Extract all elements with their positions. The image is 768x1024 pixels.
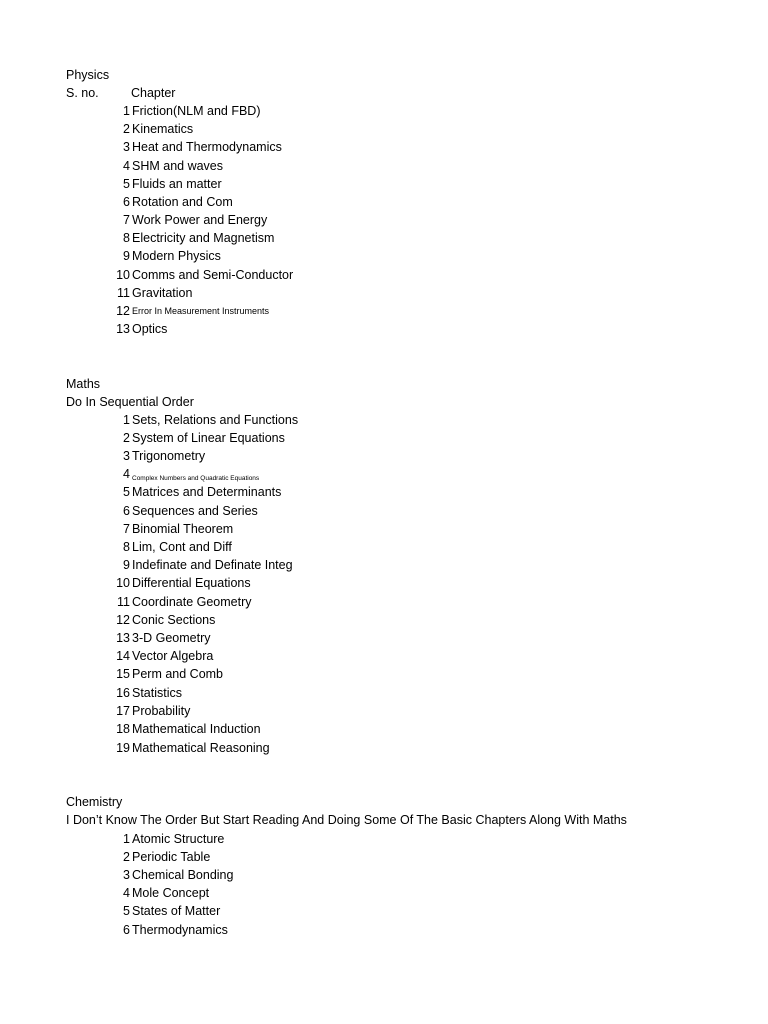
item-number: 13 bbox=[116, 631, 130, 645]
item-number: 18 bbox=[116, 722, 130, 736]
item-name: Friction(NLM and FBD) bbox=[132, 104, 261, 118]
item-number: 11 bbox=[117, 595, 130, 609]
item-name: Differential Equations bbox=[132, 576, 251, 590]
item-name: Conic Sections bbox=[132, 613, 216, 627]
item-number: 3 bbox=[123, 140, 130, 154]
item-name: SHM and waves bbox=[132, 159, 224, 173]
item-number: 2 bbox=[123, 850, 130, 864]
item-name: Statistics bbox=[132, 686, 183, 700]
item-number: 19 bbox=[116, 741, 130, 755]
item-number: 1 bbox=[123, 832, 130, 846]
item-name: Rotation and Com bbox=[132, 195, 233, 209]
item-number: 8 bbox=[123, 231, 130, 245]
item-name: Indefinate and Definate Integ bbox=[132, 558, 293, 572]
item-number: 3 bbox=[123, 868, 130, 882]
item-number: 11 bbox=[117, 286, 130, 300]
item-number: 7 bbox=[123, 213, 130, 227]
item-number: 5 bbox=[123, 177, 130, 191]
item-name: Comms and Semi-Conductor bbox=[132, 268, 294, 282]
item-name: Thermodynamics bbox=[132, 923, 228, 937]
chemistry-title: Chemistry bbox=[66, 795, 123, 809]
item-name: Probability bbox=[132, 704, 191, 718]
maths-subtitle: Do In Sequential Order bbox=[66, 395, 194, 409]
item-number: 17 bbox=[116, 704, 130, 718]
item-number: 16 bbox=[116, 686, 130, 700]
chapter-header: Chapter bbox=[131, 86, 176, 100]
item-number: 1 bbox=[123, 413, 130, 427]
item-name: Mathematical Reasoning bbox=[132, 741, 270, 755]
physics-title: Physics bbox=[66, 68, 110, 82]
item-number: 12 bbox=[116, 304, 130, 318]
item-name: Sequences and Series bbox=[132, 504, 258, 518]
item-number: 14 bbox=[116, 649, 130, 663]
item-name: Fluids an matter bbox=[132, 177, 222, 191]
item-name: Trigonometry bbox=[132, 449, 206, 463]
item-name: Heat and Thermodynamics bbox=[132, 140, 282, 154]
item-number: 7 bbox=[123, 522, 130, 536]
item-name: Vector Algebra bbox=[132, 649, 214, 663]
item-name: Periodic Table bbox=[132, 850, 211, 864]
item-number: 13 bbox=[116, 322, 130, 336]
item-number: 5 bbox=[123, 904, 130, 918]
item-number: 5 bbox=[123, 485, 130, 499]
item-name: States of Matter bbox=[132, 904, 221, 918]
item-name: Kinematics bbox=[132, 122, 194, 136]
item-name: Optics bbox=[132, 322, 168, 336]
item-name: Sets, Relations and Functions bbox=[132, 413, 299, 427]
item-name: Work Power and Energy bbox=[132, 213, 268, 227]
item-name: Atomic Structure bbox=[132, 832, 225, 846]
item-number: 2 bbox=[123, 122, 130, 136]
item-name: Matrices and Determinants bbox=[132, 485, 282, 499]
item-name: Chemical Bonding bbox=[132, 868, 234, 882]
item-number: 10 bbox=[116, 576, 130, 590]
item-number: 9 bbox=[123, 249, 130, 263]
item-name: Error In Measurement Instruments bbox=[132, 306, 270, 316]
item-number: 9 bbox=[123, 558, 130, 572]
item-number: 1 bbox=[123, 104, 130, 118]
item-name: Gravitation bbox=[132, 286, 193, 300]
item-number: 10 bbox=[116, 268, 130, 282]
item-number: 3 bbox=[123, 449, 130, 463]
item-name: Complex Numbers and Quadratic Equations bbox=[132, 475, 260, 482]
item-name: System of Linear Equations bbox=[132, 431, 285, 445]
item-name: Binomial Theorem bbox=[132, 522, 234, 536]
item-number: 6 bbox=[123, 504, 130, 518]
chemistry-subtitle: I Don’t Know The Order But Start Reading And Doing Some Of The Basic Chapters Along With Maths bbox=[66, 813, 627, 827]
item-name: Lim, Cont and Diff bbox=[132, 540, 232, 554]
item-number: 4 bbox=[123, 159, 130, 173]
item-number: 6 bbox=[123, 923, 130, 937]
sno-header: S. no. bbox=[66, 86, 99, 100]
item-name: Coordinate Geometry bbox=[132, 595, 252, 609]
item-number: 4 bbox=[123, 886, 130, 900]
item-number: 2 bbox=[123, 431, 130, 445]
item-number: 15 bbox=[116, 667, 130, 681]
item-number: 8 bbox=[123, 540, 130, 554]
item-name: Electricity and Magnetism bbox=[132, 231, 275, 245]
item-name: Mathematical Induction bbox=[132, 722, 261, 736]
list-item bbox=[0, 465, 260, 483]
item-name: Modern Physics bbox=[132, 249, 221, 263]
item-number: 4 bbox=[123, 467, 130, 481]
item-name: Mole Concept bbox=[132, 886, 210, 900]
item-number: 12 bbox=[116, 613, 130, 627]
item-name: Perm and Comb bbox=[132, 667, 224, 681]
item-number: 6 bbox=[123, 195, 130, 209]
item-name: 3-D Geometry bbox=[132, 631, 211, 645]
maths-title: Maths bbox=[66, 377, 101, 391]
